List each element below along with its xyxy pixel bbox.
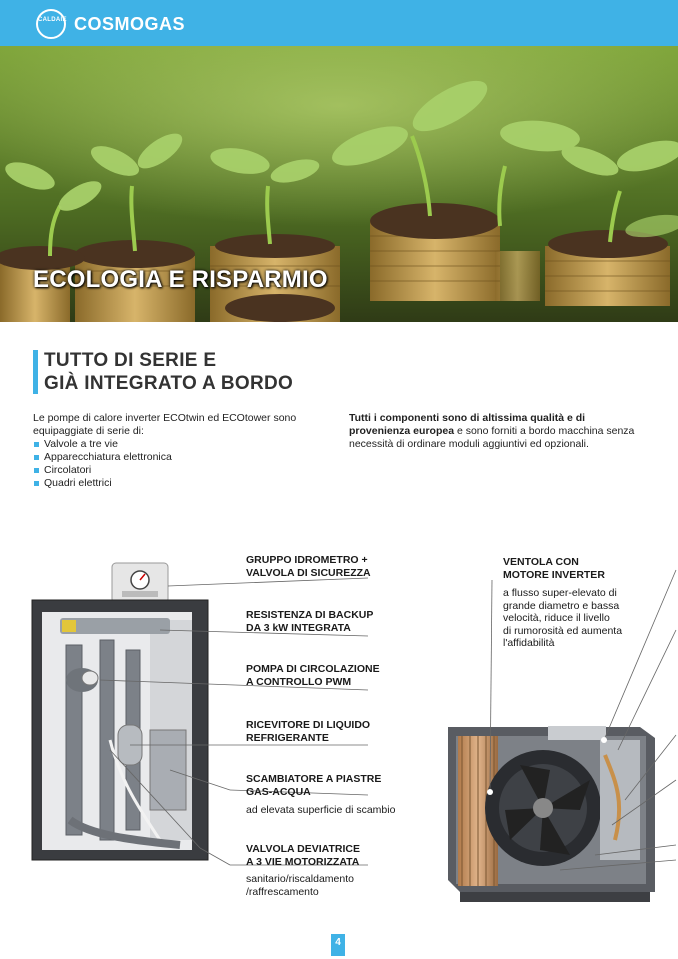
quality-bold: Tutti i componenti sono di altissima qualità e di provenienza europea (349, 412, 586, 437)
callout-backup-heater: RESISTENZA DI BACKUP DA 3 kW INTEGRATA (246, 609, 374, 634)
page-number: 4 (331, 934, 345, 956)
callout-circulation-pump: POMPA DI CIRCOLAZIONE A CONTROLLO PWM (246, 663, 380, 688)
callout-fan-motor-note: a flusso super-elevato di grande diametro e bassa velocità, riduce il livello di rumorosità ed aumenta l'affidabilità (503, 587, 623, 649)
callout-diverter-valve-note: sanitario/riscaldamento /raffrescamento (246, 873, 354, 898)
callout-diverter-valve: VALVOLA DEVIATRICE A 3 VIE MOTORIZZATA (246, 843, 360, 868)
callout-plate-exchanger-note: ad elevata superficie di scambio (246, 804, 396, 816)
outdoor-unit (448, 726, 655, 902)
hero-title: ECOLOGIA E RISPARMIO (33, 266, 328, 293)
list-item: Valvole a tre vie (33, 438, 333, 451)
indoor-unit (32, 600, 208, 860)
gauge-box (112, 563, 168, 603)
list-item: Circolatori (33, 464, 333, 477)
header-bar (0, 0, 678, 46)
heading-line-1: TUTTO DI SERIE E (44, 350, 217, 371)
callout-plate-exchanger: SCAMBIATORE A PIASTRE GAS-ACQUA (246, 773, 382, 798)
quality-rest: e sono forniti a bordo macchina senza necessità di ordinare moduli aggiuntivi ed opzionali. (349, 425, 635, 450)
standard-items-list (33, 438, 333, 490)
callout-fan-motor: VENTOLA CON MOTORE INVERTER (503, 556, 605, 581)
callout-liquid-receiver: RICEVITORE DI LIQUIDO REFRIGERANTE (246, 719, 371, 744)
quality-paragraph (349, 412, 649, 451)
brand-name: COSMOGAS (74, 13, 186, 34)
intro-text: Le pompe di calore inverter ECOtwin ed ECOtower sono equipaggiate di serie di: (33, 412, 297, 437)
list-item: Quadri elettrici (33, 477, 333, 490)
intro-column (33, 412, 333, 490)
callout-gauge-group: GRUPPO IDROMETRO + VALVOLA DI SICUREZZA (246, 554, 371, 579)
heading-line-2: GIÀ INTEGRATO A BORDO (44, 373, 294, 394)
brand-logo (36, 10, 185, 38)
list-item: Apparecchiatura elettronica (33, 451, 333, 464)
seal-icon: CALDAIE (36, 9, 66, 39)
heading-accent-bar (33, 350, 38, 394)
